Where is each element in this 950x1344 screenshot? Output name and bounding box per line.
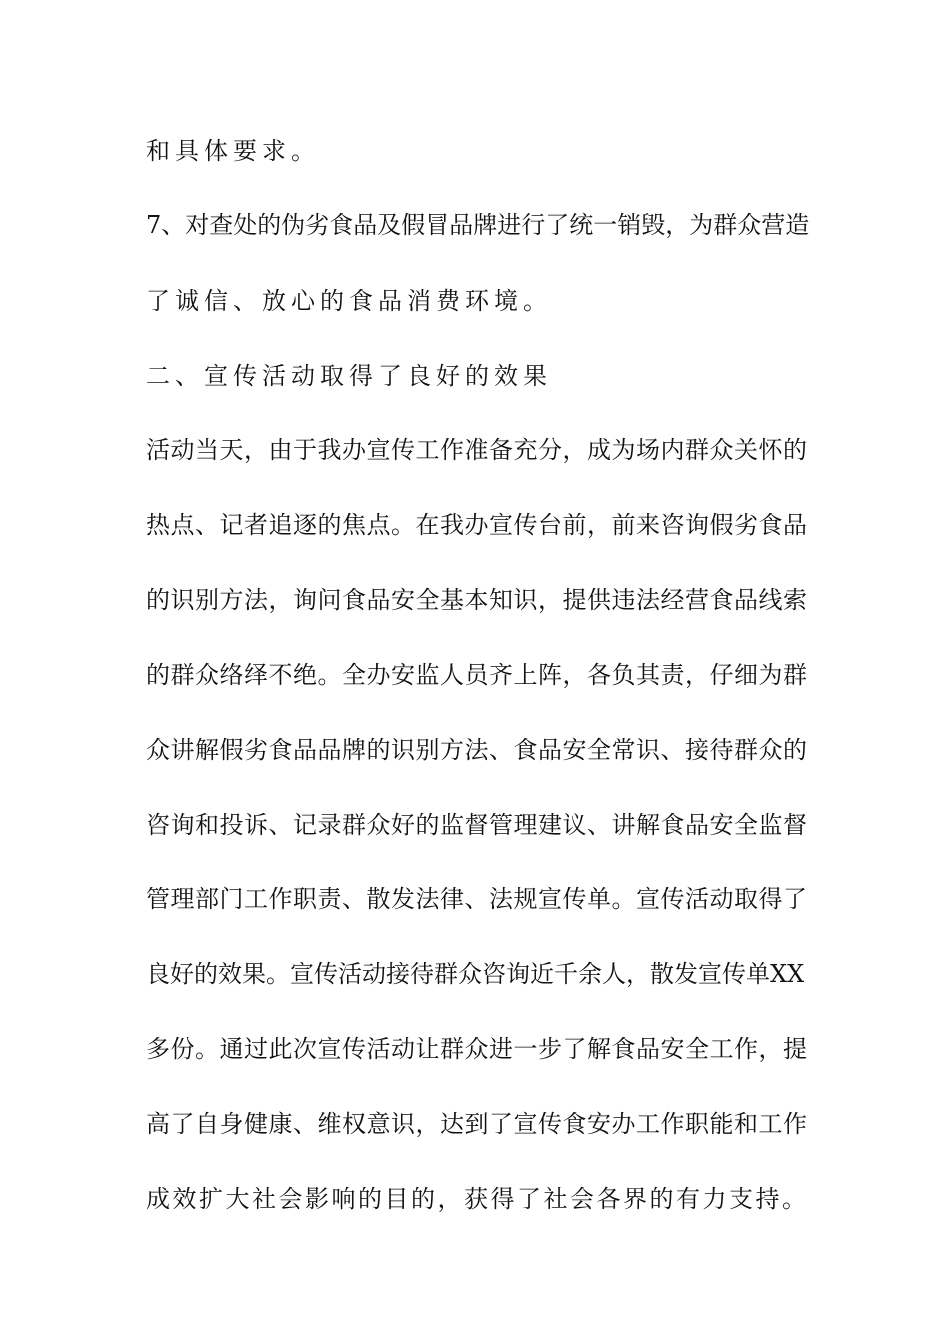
text-line: 7、对查处的伪劣食品及假冒品牌进行了统一销毁，为群众营造 [146, 211, 810, 239]
text-line: 多份。通过此次宣传活动让群众进一步了解食品安全工作，提 [146, 1035, 808, 1063]
section-heading: 二、宣传活动取得了良好的效果 [146, 362, 552, 390]
text-line: 管理部门工作职责、散发法律、法规宣传单。宣传活动取得了 [146, 885, 808, 913]
text-line: 的群众络绎不绝。全办安监人员齐上阵，各负其责，仔细为群 [146, 661, 808, 689]
text-line: 了诚信、放心的食品消费环境。 [146, 287, 552, 315]
text-line: 良好的效果。宣传活动接待群众咨询近千余人，散发宣传单XX [146, 960, 805, 988]
text-line: 成效扩大社会影响的目的，获得了社会各界的有力支持。 [146, 1185, 809, 1213]
text-line: 热点、记者追逐的焦点。在我办宣传台前，前来咨询假劣食品 [146, 511, 808, 539]
text-line: 众讲解假劣食品品牌的识别方法、食品安全常识、接待群众的 [146, 736, 808, 764]
text-line: 和具体要求。 [146, 137, 320, 165]
text-line: 的识别方法，询问食品安全基本知识，提供违法经营食品线索 [146, 586, 808, 614]
text-line: 活动当天，由于我办宣传工作准备充分，成为场内群众关怀的 [146, 436, 808, 464]
text-line: 高了自身健康、维权意识，达到了宣传食安办工作职能和工作 [146, 1110, 808, 1138]
text-line: 咨询和投诉、记录群众好的监督管理建议、讲解食品安全监督 [146, 811, 808, 839]
